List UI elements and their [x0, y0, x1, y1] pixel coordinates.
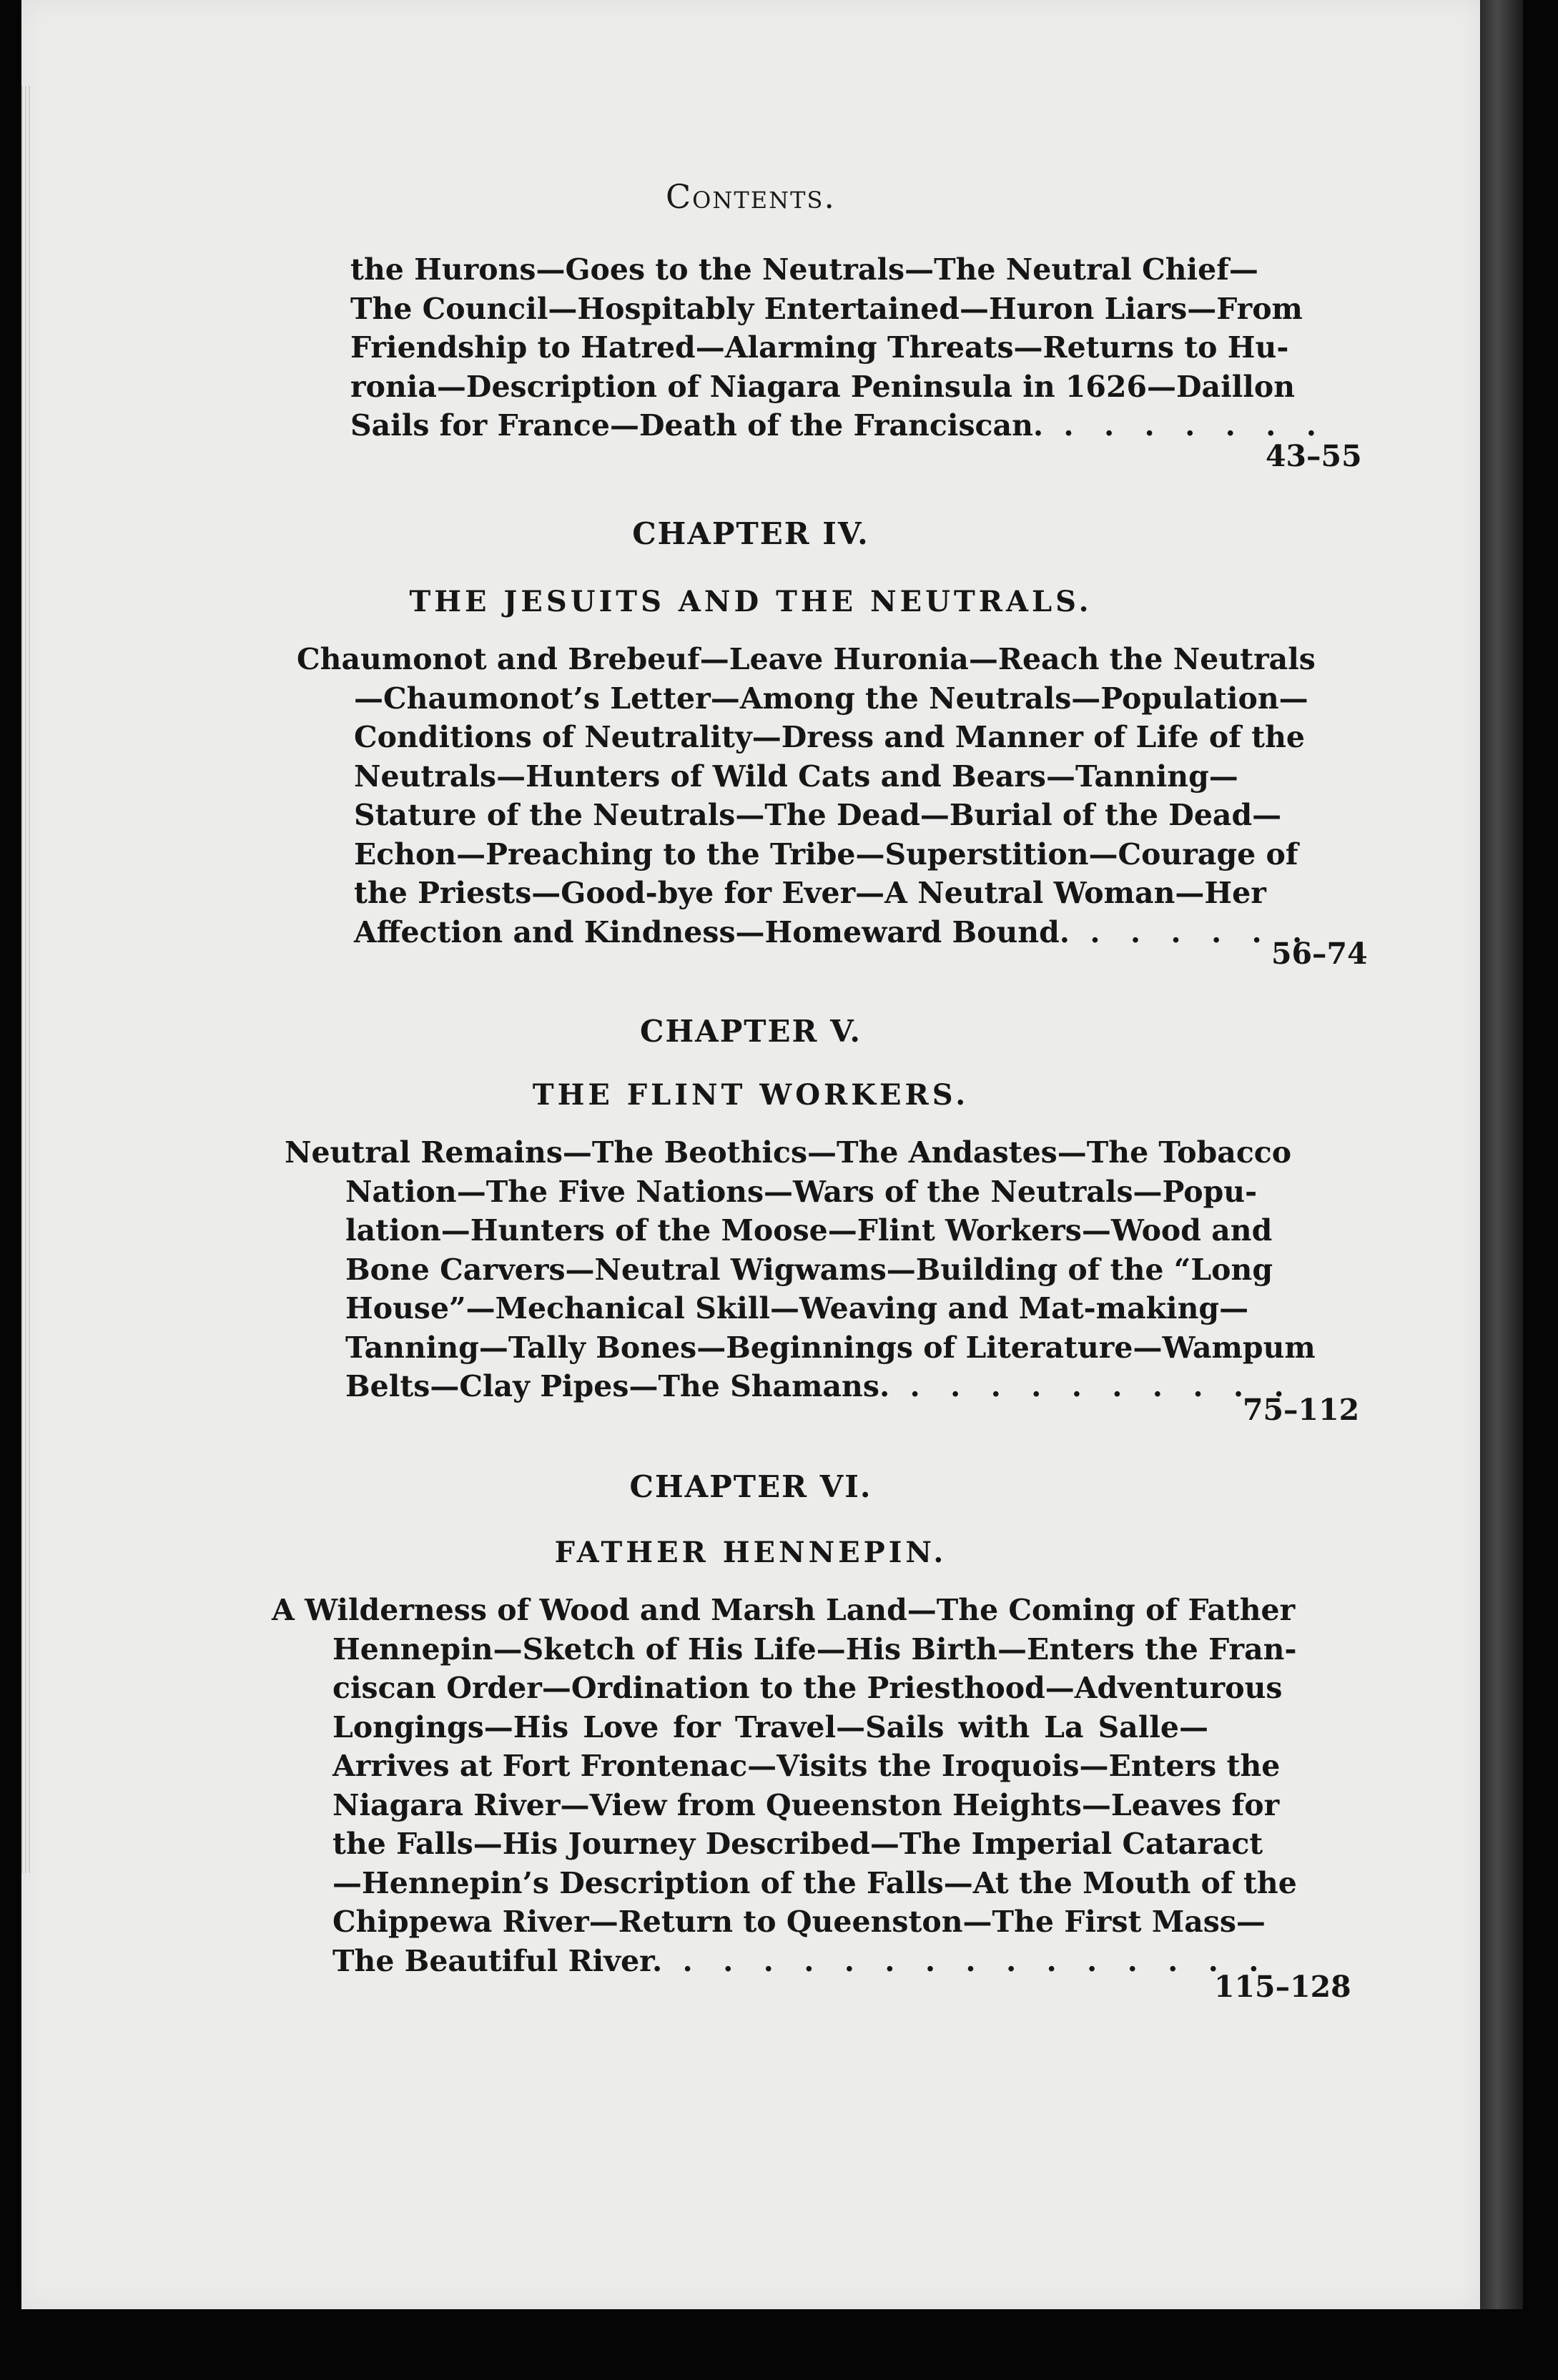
- entry-line: The Council—Hospitably Entertained—Huron Liars—From: [350, 291, 1303, 326]
- chapter-title: THE FLINT WORKERS.: [532, 1078, 970, 1112]
- book-spine-shadow: [1480, 0, 1523, 2309]
- entry-text: [297, 640, 1316, 952]
- entry-line: Belts—Clay Pipes—The Shamans. . . . . . . . . . .: [345, 1369, 1294, 1403]
- entry-text: [350, 250, 1326, 445]
- page-range: 75–112: [1243, 1393, 1360, 1427]
- entry-line: the Hurons—Goes to the Neutrals—The Neutral Chief—: [350, 252, 1258, 287]
- entry-line: lation—Hunters of the Moose—Flint Workers—Wood and: [345, 1213, 1273, 1248]
- entry-line: the Priests—Good-bye for Ever—A Neutral Woman—Her: [354, 876, 1266, 910]
- entry-line: Hennepin—Sketch of His Life—His Birth—Enters the Fran-: [332, 1631, 1297, 1667]
- entry-line: Bone Carvers—Neutral Wigwams—Building of the “Long: [345, 1252, 1273, 1287]
- page-edge-shadow: [21, 86, 31, 1873]
- entry-line: Echon—Preaching to the Tribe—Superstition—Courage of: [354, 836, 1298, 871]
- chapter-title: FATHER HENNEPIN.: [554, 1536, 947, 1569]
- entry-line: ronia—Description of Niagara Peninsula in 1626—Daillon: [350, 369, 1296, 404]
- contents-entry: [285, 1133, 1316, 1406]
- chapter-heading: CHAPTER V.: [640, 1014, 862, 1049]
- entry-text: [285, 1133, 1316, 1406]
- entry-line: Longings—His Love for Travel—Sails with La Salle—: [332, 1709, 1208, 1744]
- entry-line: —Hennepin’s Description of the Falls—At the Mouth of the: [332, 1865, 1297, 1900]
- book-page: [21, 0, 1480, 2309]
- entry-line: The Beautiful River. . . . . . . . . . . . . . . .: [332, 1943, 1269, 1978]
- entry-line: Affection and Kindness—Homeward Bound. . . . . . .: [354, 914, 1313, 949]
- dot-leader: . . . . . .: [1070, 914, 1313, 949]
- entry-text: [272, 1591, 1297, 1980]
- entry-line: Nation—The Five Nations—Wars of the Neutrals—Popu-: [345, 1174, 1258, 1209]
- entry-line: Conditions of Neutrality—Dress and Manner of Life of the: [354, 720, 1305, 754]
- entry-line: House”—Mechanical Skill—Weaving and Mat-making—: [345, 1291, 1249, 1325]
- entry-line: Neutrals—Hunters of Wild Cats and Bears—Tanning—: [354, 759, 1238, 794]
- page-range: 115–128: [1214, 1970, 1351, 2004]
- running-head: Contents.: [665, 177, 837, 216]
- entry-line: A Wilderness of Wood and Marsh Land—The Coming of Father: [272, 1593, 1296, 1627]
- entry-line: Stature of the Neutrals—The Dead—Burial of the Dead—: [354, 798, 1282, 832]
- page-range: 56–74: [1271, 937, 1368, 971]
- entry-line: Niagara River—View from Queenston Heights—Leaves for: [332, 1787, 1280, 1822]
- dot-leader: . . . . . . . . . .: [889, 1369, 1294, 1403]
- dot-leader: . . . . . . . . . . . . . . .: [662, 1943, 1269, 1978]
- entry-line: the Falls—His Journey Described—The Imperial Cataract: [332, 1827, 1263, 1861]
- contents-entry: [297, 640, 1316, 952]
- contents-entry: [272, 1591, 1297, 1980]
- entry-line: Friendship to Hatred—Alarming Threats—Returns to Hu-: [350, 330, 1289, 365]
- entry-line: ciscan Order—Ordination to the Priesthood—Adventurous: [332, 1671, 1283, 1705]
- entry-line: Neutral Remains—The Beothics—The Andastes—The Tobacco: [285, 1135, 1292, 1170]
- chapter-title: THE JESUITS AND THE NEUTRALS.: [409, 585, 1093, 618]
- entry-line: —Chaumonot’s Letter—Among the Neutrals—Population—: [354, 681, 1308, 716]
- entry-line: Tanning—Tally Bones—Beginnings of Literature—Wampum: [345, 1330, 1316, 1365]
- entry-line: Arrives at Fort Frontenac—Visits the Iroquois—Enters the: [332, 1749, 1281, 1783]
- contents-entry-continued: [350, 250, 1326, 445]
- dot-leader: . . . . . . .: [1043, 408, 1326, 443]
- entry-line: Sails for France—Death of the Franciscan. . . . . . . .: [350, 408, 1326, 443]
- page-range: 43–55: [1266, 439, 1362, 473]
- entry-line: Chaumonot and Brebeuf—Leave Huronia—Reach the Neutrals: [297, 642, 1316, 676]
- chapter-heading: CHAPTER IV.: [632, 516, 869, 551]
- chapter-heading: CHAPTER VI.: [629, 1469, 872, 1504]
- entry-line: Chippewa River—Return to Queenston—The First Mass—: [332, 1905, 1266, 1939]
